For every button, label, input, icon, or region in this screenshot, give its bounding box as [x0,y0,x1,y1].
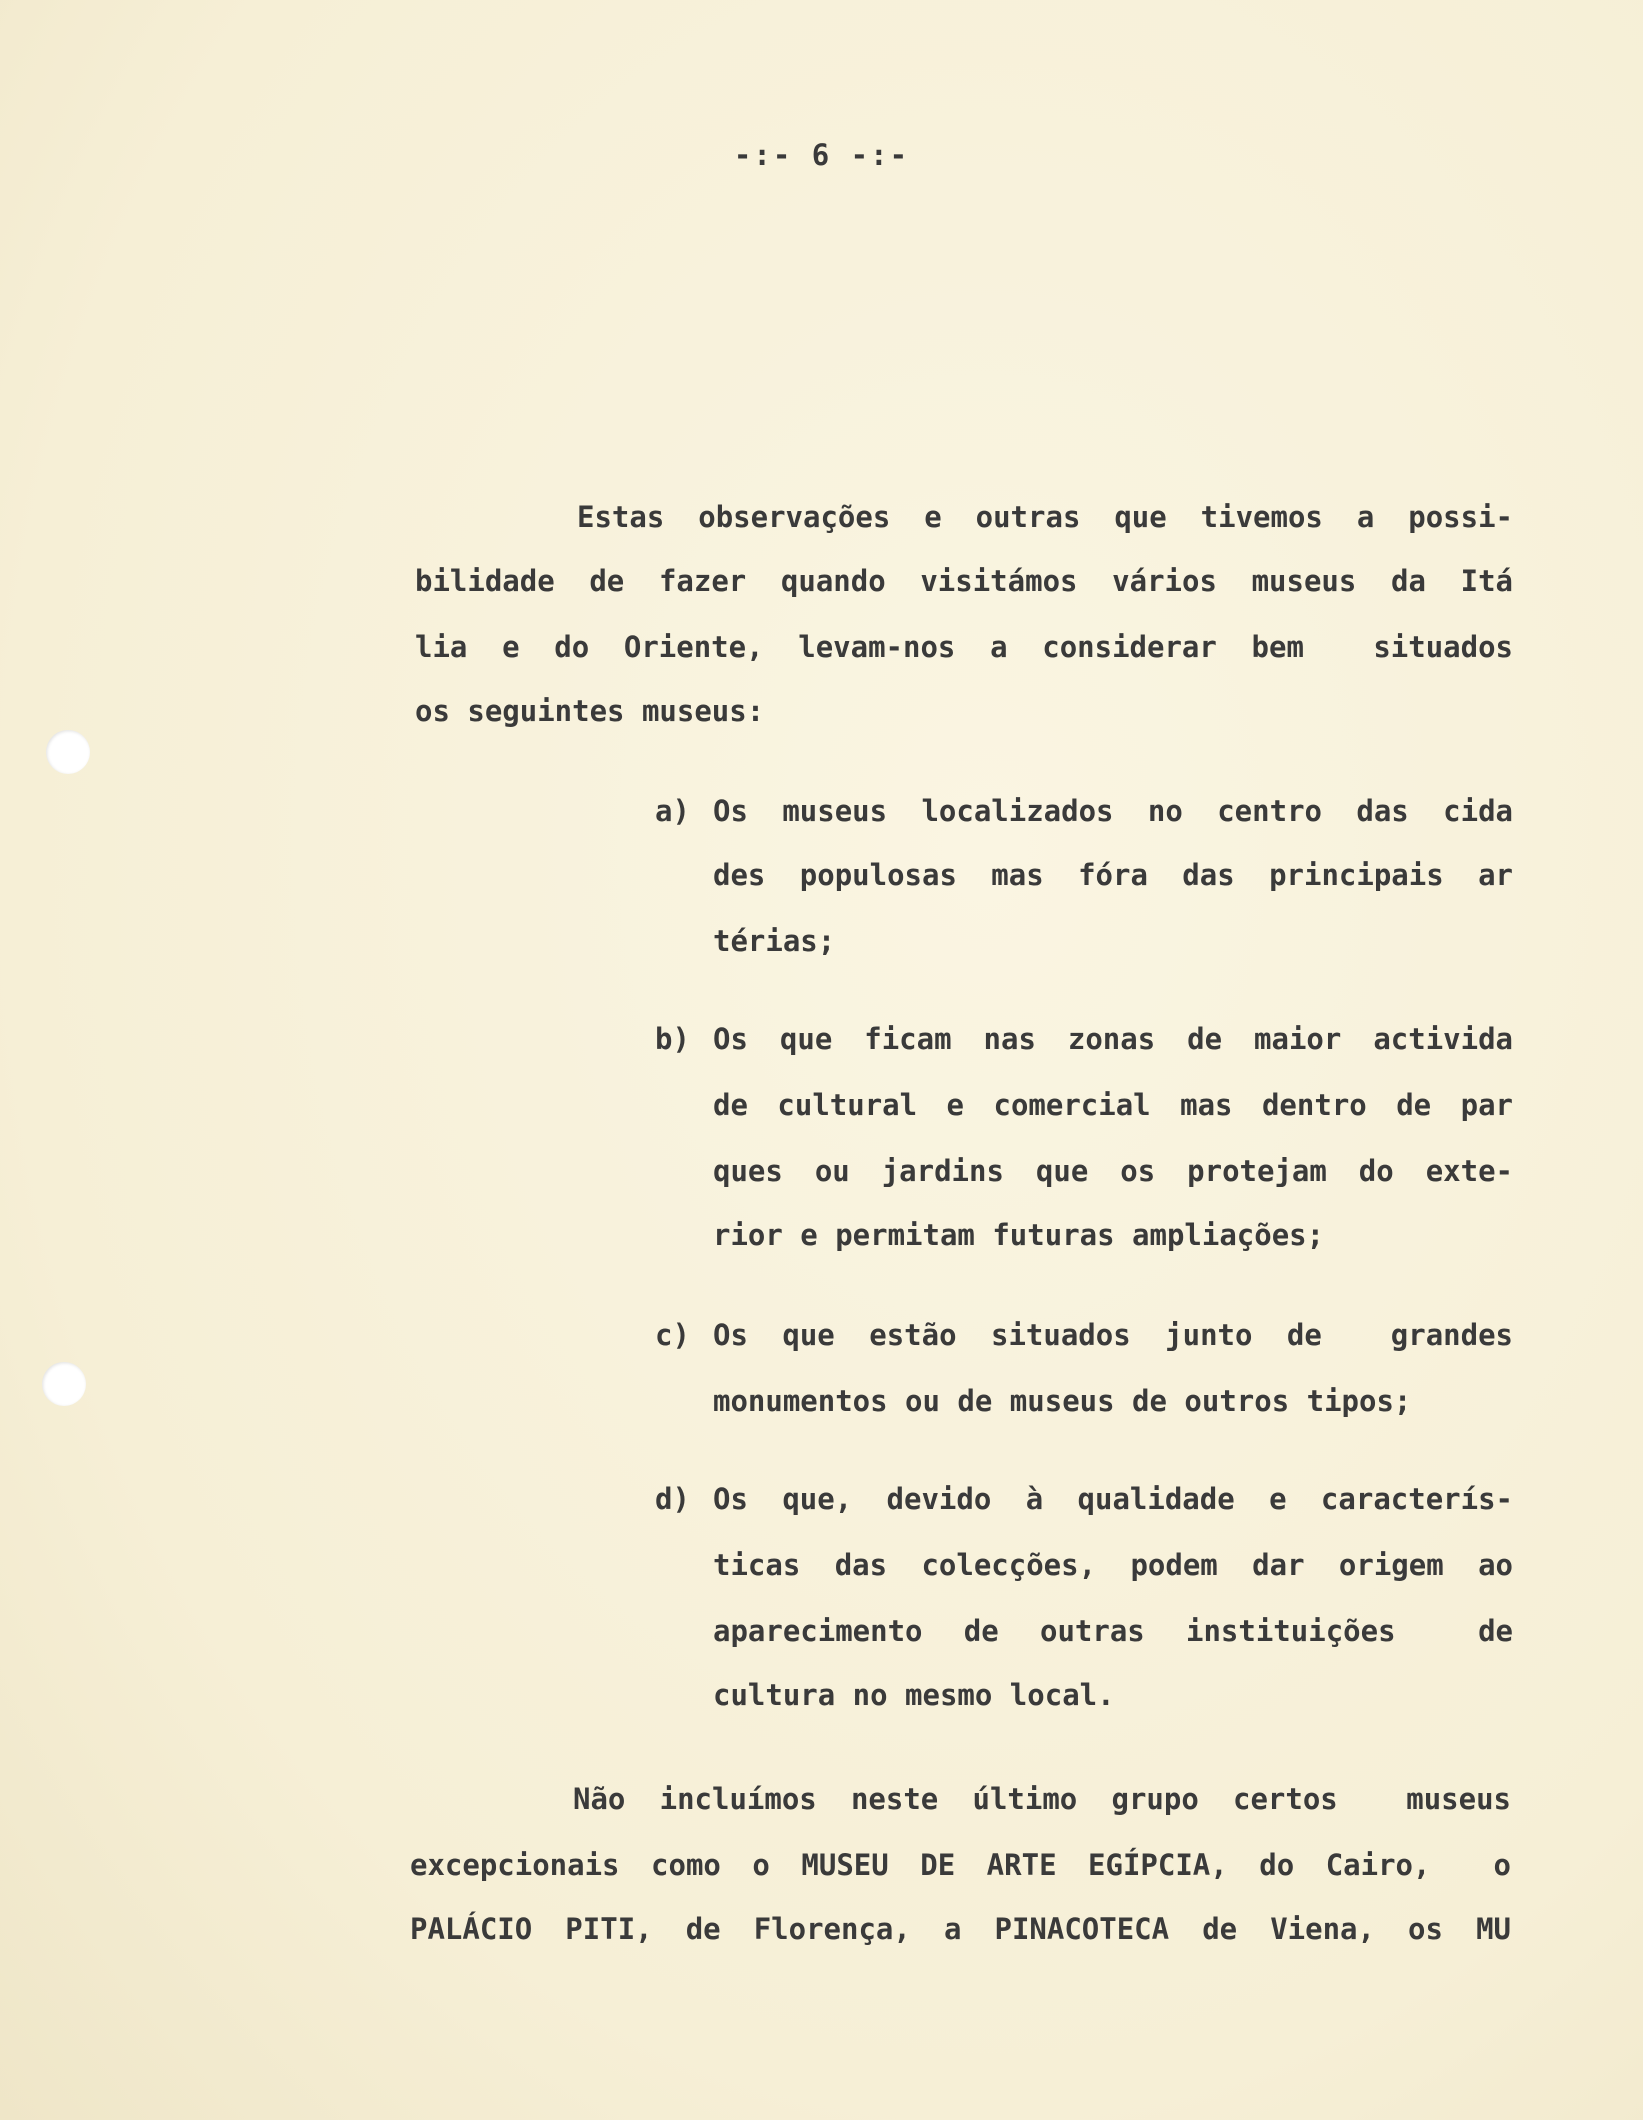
item-marker-a: a) [655,794,690,828]
closing-line-2: excepcionais como o MUSEU DE ARTE EGÍPCIA, do Cairo, o [410,1848,1511,1882]
punch-hole-top [46,730,90,774]
item-c-line-1: Os que estão situados junto de grandes [713,1318,1513,1352]
closing-line-3: PALÁCIO PITI, de Florença, a PINACOTECA de Viena, os MU [410,1912,1511,1946]
item-d-line-4: cultura no mesmo local. [713,1678,1115,1712]
item-d-line-3: aparecimento de outras instituições de [713,1614,1513,1648]
item-a-line-3: térias; [713,924,836,958]
item-a-line-1: Os museus localizados no centro das cida [713,794,1513,828]
page-number: -:- 6 -:- [733,138,910,172]
punch-hole-bottom [42,1362,86,1406]
intro-line-2: bilidade de fazer quando visitámos vários museus da Itá [415,564,1513,598]
item-b-line-3: ques ou jardins que os protejam do exte- [713,1154,1513,1188]
intro-line-3: lia e do Oriente, levam-nos a considerar bem situados [415,630,1513,664]
item-marker-b: b) [655,1022,690,1056]
item-marker-d: d) [655,1482,690,1516]
item-b-line-1: Os que ficam nas zonas de maior activida [713,1022,1513,1056]
item-a-line-2: des populosas mas fóra das principais ar [713,858,1513,892]
item-d-line-1: Os que, devido à qualidade e caracterís- [713,1482,1513,1516]
item-b-line-2: de cultural e comercial mas dentro de par [713,1088,1513,1122]
item-c-line-2: monumentos ou de museus de outros tipos; [713,1384,1412,1418]
intro-line-4: os seguintes museus: [415,694,765,728]
item-marker-c: c) [655,1318,690,1352]
item-d-line-2: ticas das colecções, podem dar origem ao [713,1548,1513,1582]
closing-line-1: Não incluímos neste último grupo certos museus [573,1782,1511,1816]
intro-line-1: Estas observações e outras que tivemos a possi- [577,500,1513,534]
item-b-line-4: rior e permitam futuras ampliações; [713,1218,1325,1252]
